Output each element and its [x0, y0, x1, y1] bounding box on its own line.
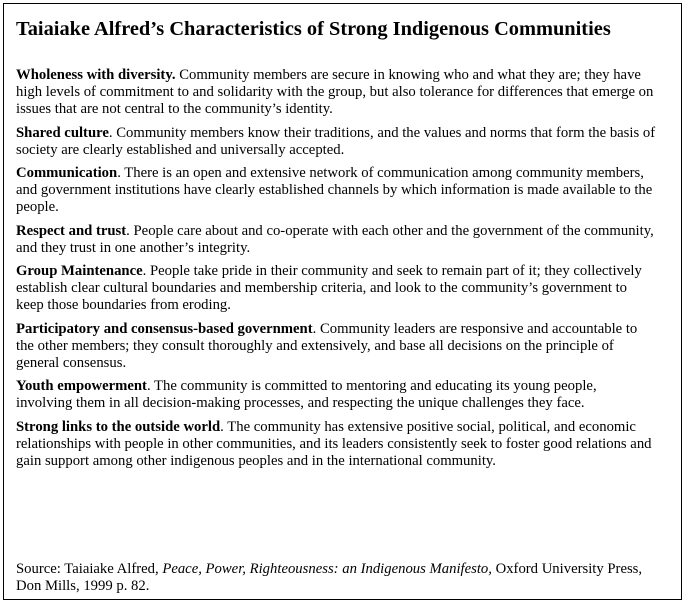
characteristic-item [16, 67, 656, 119]
document-title: Taiaiake Alfred’s Characteristics of Strong Indigenous Communities [16, 18, 611, 40]
characteristics-list [16, 67, 656, 476]
characteristic-heading: Communication [16, 165, 118, 182]
characteristic-item [16, 125, 656, 159]
characteristic-text: . The community has extensive positive social, political, and economic relationships with people in other communities, and its leaders consistently seek to foster good relations and gain support among other indigenous peoples and in the international community. [16, 418, 652, 470]
characteristic-item [16, 419, 656, 471]
characteristic-heading: Wholeness with diversity. [16, 67, 176, 83]
source-book-title: Peace, Power, Righteousness: an Indigenous Manifesto, [162, 561, 492, 577]
characteristic-item [16, 321, 656, 373]
characteristic-item [16, 223, 656, 257]
characteristic-text: . People take pride in their community and seek to remain part of it; they collectively establish clear cultural boundaries and membership criteria, and look to the community’s government to keep those boundaries from eroding. [16, 263, 642, 314]
characteristic-heading: Youth empowerment [16, 378, 147, 395]
source-prefix: Source: Taiaiake Alfred, [16, 561, 163, 577]
characteristic-text: . The community is committed to mentoring and educating its young people, involving them in all decision-making processes, and respecting the unique challenges they face. [16, 378, 597, 412]
characteristic-text: Community members are secure in knowing who and what they are; they have high levels of commitment to and solidarity with the group, but also tolerance for differences that emerge on issues that are not central to the community’s identity. [16, 67, 654, 118]
characteristic-text: . Community leaders are responsive and accountable to the other members; they consult thoroughly and extensively, and base all decisions on the principle of general consensus. [16, 320, 638, 372]
characteristic-heading: Group Maintenance [16, 263, 143, 280]
characteristic-text: . There is an open and extensive network of communication among community members, and government institutions have clearly established channels by which information is made available to the people. [16, 165, 653, 216]
characteristic-heading: Respect and trust [16, 222, 127, 239]
characteristic-heading: Shared culture [16, 124, 109, 141]
characteristic-heading: Participatory and consensus-based government [16, 320, 313, 337]
characteristic-heading: Strong links to the outside world [16, 418, 221, 435]
characteristic-text: . People care about and co-operate with each other and the government of the community, and they trust in one another’s integrity. [16, 222, 654, 256]
characteristic-item [16, 165, 656, 217]
document-border [3, 3, 682, 600]
source-citation [16, 561, 656, 595]
source-suffix: Oxford University Press, Don Mills, 1999 p. 82. [16, 561, 643, 595]
characteristic-item [16, 378, 656, 412]
characteristic-text: . Community members know their traditions, and the values and norms that form the basis of society are clearly established and universally accepted. [16, 124, 656, 158]
characteristic-item [16, 263, 656, 315]
